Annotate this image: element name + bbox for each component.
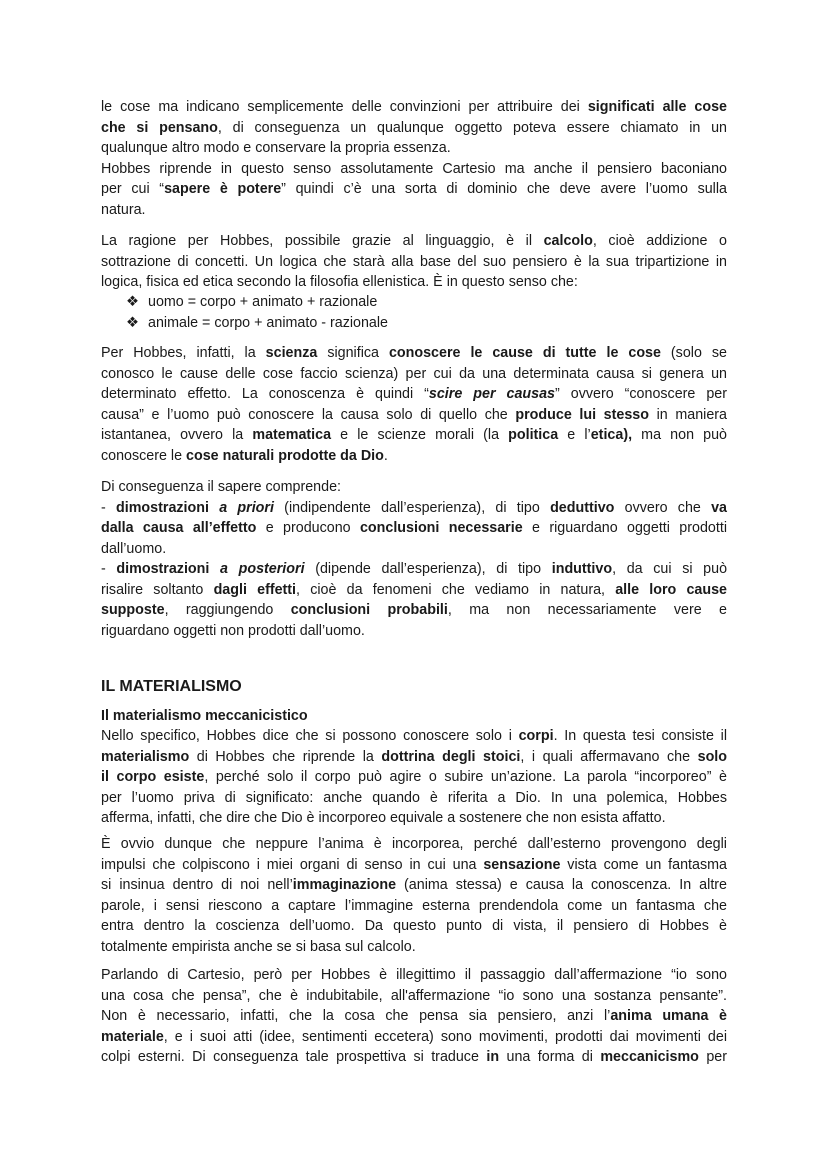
text-line: entra dentro la coscienza dell’uomo. Da questo punto di vista, il pensiero di Hobbes è <box>101 918 727 934</box>
section-heading: IL MATERIALISMO <box>101 678 242 695</box>
list-item: ❖ animale = corpo + animato - razionale <box>126 313 388 334</box>
text-line: una cosa che pensa”, che è indubitabile, all'affermazione “io sono una sostanza pensante”. <box>101 987 727 1004</box>
text-line: che si pensano, di conseguenza un qualunque oggetto poteva essere chiamato in un <box>101 119 727 136</box>
text-line: Nello specifico, Hobbes dice che si possono conoscere solo i corpi. In questa tesi consiste il <box>101 728 727 744</box>
text-line: La ragione per Hobbes, possibile grazie al linguaggio, è il calcolo, cioè addizione o <box>101 233 727 249</box>
text-line: logica, fisica ed etica secondo la filosofia ellenistica. È in questo senso che: <box>101 274 578 290</box>
text-line: le cose ma indicano semplicemente delle convinzioni per attribuire dei significati alle cose <box>101 99 727 115</box>
text-line: dalla causa all’effetto e producono conclusioni necessarie e riguardano oggetti prodotti <box>101 520 727 536</box>
text-line: dall’uomo. <box>101 540 167 557</box>
text-line: qualunque altro modo e conservare la propria essenza. <box>101 140 451 156</box>
paragraph-scienza <box>101 343 727 466</box>
text-line: impulsi che colpiscono i miei organi di senso in cui una sensazione vista come un fantasma <box>101 856 727 873</box>
paragraph-cartesio <box>101 965 727 1068</box>
text-line: - dimostrazioni a posteriori (dipende dall’esperienza), di tipo induttivo, da cui si può <box>101 561 728 577</box>
paragraph-ragione <box>101 231 727 293</box>
text-line: causa” e l’uomo può conoscere la causa solo di quello che produce lui stesso in maniera <box>101 406 727 423</box>
text-line: materiale, e i suoi atti (idee, sentimenti eccetera) sono movimenti, prodotti dai movimenti dei <box>101 1028 727 1045</box>
paragraph-anima <box>101 834 727 957</box>
text-line: si insinua dentro di noi nell’immaginazione (anima stessa) e causa la conoscenza. In altre <box>101 877 727 893</box>
diamond-bullet-icon: ❖ <box>126 314 139 331</box>
paragraph-sapere <box>101 477 727 641</box>
subsection-heading: Il materialismo meccanicistico <box>101 708 308 724</box>
text-line: Hobbes riprende in questo senso assolutamente Cartesio ma anche il pensiero baconiano <box>101 160 727 177</box>
text-line: colpi esterni. Di conseguenza tale prospettiva si traduce in una forma di meccanicismo per <box>101 1049 727 1065</box>
text-line: - dimostrazioni a priori (indipendente dall’esperienza), di tipo deduttivo ovvero che va <box>101 499 728 516</box>
text-line: parole, i sensi riescono a captare l’immagine esterna prendendola come un fantasma che <box>101 897 727 914</box>
text-line: Parlando di Cartesio, però per Hobbes è illegittimo il passaggio dall’affermazione “io sono <box>101 967 727 983</box>
bullet-list <box>126 292 388 333</box>
paragraph-convinzioni <box>101 97 727 220</box>
paragraph-materialismo <box>101 726 727 829</box>
text-line: per cui “sapere è potere” quindi c’è una sorta di dominio che deve avere l’uomo sulla <box>101 181 727 197</box>
text-line: il corpo esiste, perché solo il corpo può agire o subire un’azione. La parola “incorporeo” è <box>101 769 727 785</box>
text-line: riguardano oggetti non prodotti dall’uomo. <box>101 622 365 639</box>
text-line: È ovvio dunque che neppure l’anima è incorporea, perché dall’esterno provengono degli <box>101 836 727 852</box>
text-line: afferma, infatti, che dire che Dio è incorporeo equivale a sostenere che non esista affatto. <box>101 810 666 826</box>
text-line: Non è necessario, infatti, che la cosa che pensa sia pensiero, anzi l’anima umana è <box>101 1008 728 1024</box>
text-line: istantanea, ovvero la matematica e le scienze morali (la politica e l’etica), ma non può <box>101 427 727 443</box>
diamond-bullet-icon: ❖ <box>126 294 139 310</box>
text-line: per l’uomo priva di significato: anche quando è riferita a Dio. In una polemica, Hobbes <box>101 789 727 806</box>
text-line: risalire soltanto dagli effetti, cioè da fenomeni che vediamo in natura, alle loro cause <box>101 581 727 598</box>
text-line: conoscere le cose naturali prodotte da Dio. <box>101 447 388 464</box>
text-line: supposte, raggiungendo conclusioni probabili, ma non necessariamente vere e <box>101 602 727 618</box>
text-line: totalmente empirista anche se si basa sul calcolo. <box>101 938 416 955</box>
text-line: Di conseguenza il sapere comprende: <box>101 479 342 495</box>
text-line: natura. <box>101 201 146 218</box>
list-item: ❖ uomo = corpo + animato + razionale <box>126 292 388 313</box>
text-line: sottrazione di concetti. Un logica che starà alla base del suo pensiero è la sua tripartizione in <box>101 253 727 270</box>
text-line: conosco le cause delle cose faccio scienza) per cui da una determinata causa si genera un <box>101 365 727 382</box>
text-line: determinato effetto. La conoscenza è quindi “scire per causas” ovvero “conoscere per <box>101 386 727 402</box>
text-line: materialismo di Hobbes che riprende la dottrina degli stoici, i quali affermavano che solo <box>101 748 728 765</box>
text-line: Per Hobbes, infatti, la scienza significa conoscere le cause di tutte le cose (solo se <box>101 345 727 361</box>
